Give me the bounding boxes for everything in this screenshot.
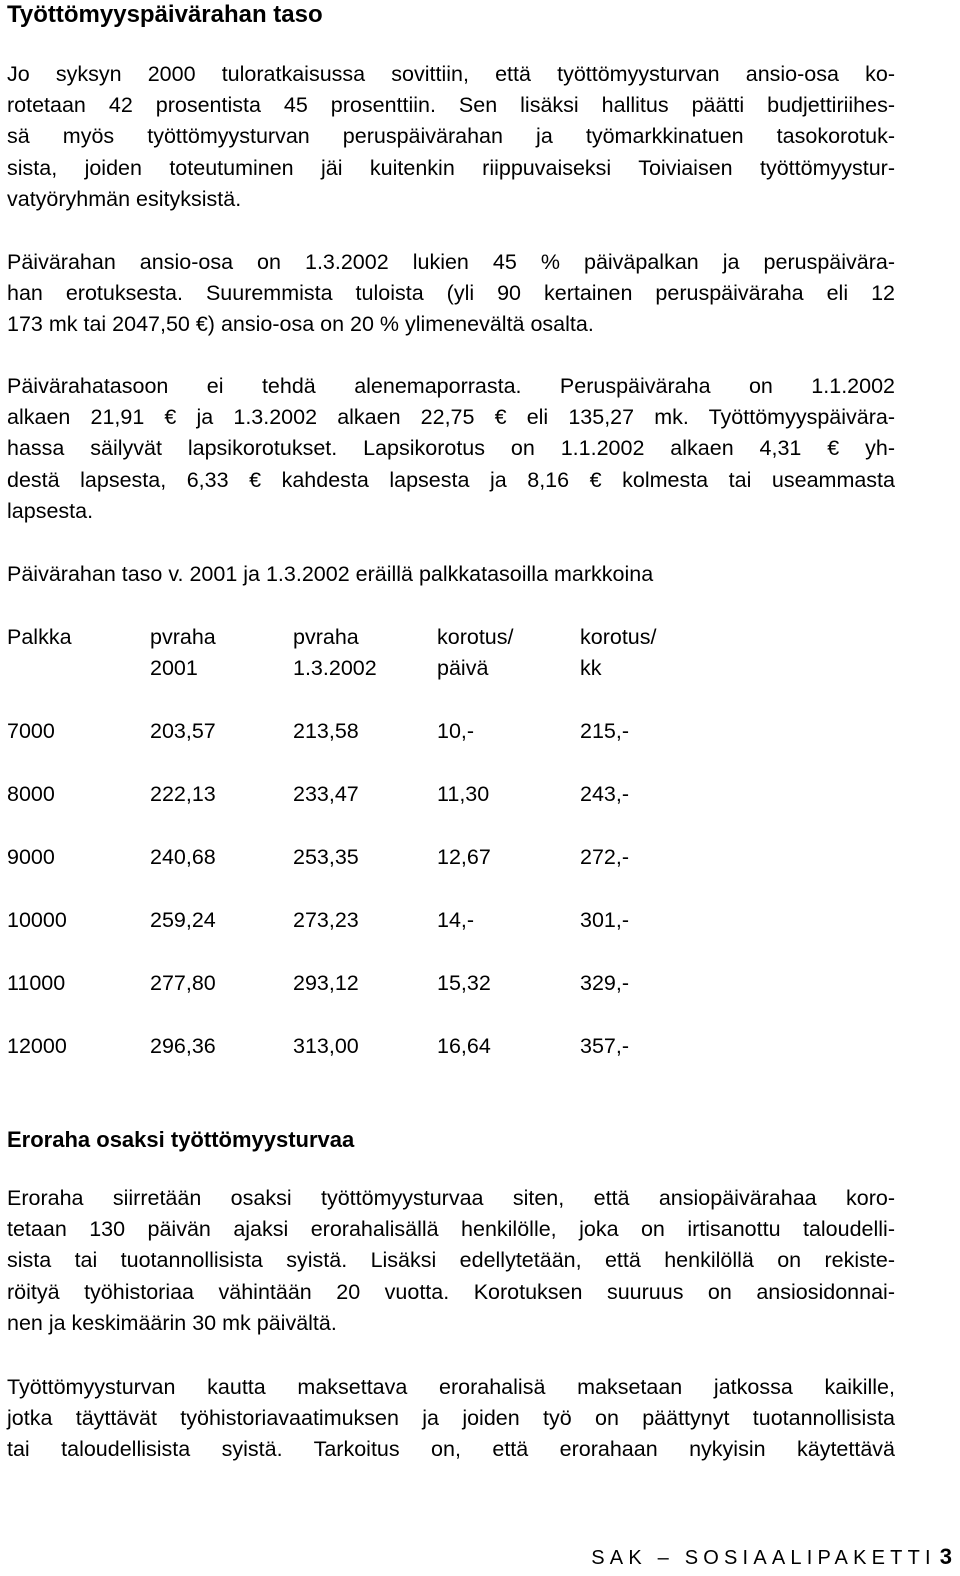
table-cell: 357,- xyxy=(580,1034,630,1058)
table-row xyxy=(7,842,807,873)
table-cell: 272,- xyxy=(580,845,630,869)
table-row xyxy=(7,716,807,747)
paragraph-severance-transfer xyxy=(7,1183,895,1339)
table-row xyxy=(7,905,807,936)
text-line: han erotuksesta. Suuremmista tuloista (yli 90 kertainen peruspäiväraha eli 12 xyxy=(7,281,895,306)
text-line: sä myös työttömyysturvan peruspäivärahan ja työmarkkinatuen tasokorotuk- xyxy=(7,124,895,149)
table-cell: 259,24 xyxy=(150,908,216,932)
text-line: hassa säilyvät lapsikorotukset. Lapsikorotus on 1.1.2002 alkaen 4,31 € yh- xyxy=(7,436,895,461)
table-cell: 233,47 xyxy=(293,782,359,806)
header-line: korotus/ xyxy=(437,625,514,649)
text-line: alkaen 21,91 € ja 1.3.2002 alkaen 22,75 € eli 135,27 mk. Työttömyyspäivära- xyxy=(7,405,895,430)
text-line: nen ja keskimäärin 30 mk päivältä. xyxy=(7,1310,337,1335)
table-cell: 293,12 xyxy=(293,971,359,995)
text-line: Päivärahatasoon ei tehdä alenemaporrasta. Peruspäiväraha on 1.1.2002 xyxy=(7,374,895,398)
footer-brand: SAK – SOSIAALIPAKETTI xyxy=(591,1547,936,1569)
header-line: Palkka xyxy=(7,625,72,649)
table-cell: 213,58 xyxy=(293,719,359,743)
header-cell xyxy=(7,622,72,653)
table-cell: 240,68 xyxy=(150,845,216,869)
table-cell: 14,- xyxy=(437,908,475,932)
table-row xyxy=(7,1031,807,1062)
header-line: päivä xyxy=(437,656,489,680)
table-cell: 203,57 xyxy=(150,719,216,743)
text-line: jotka täyttävät työhistoriavaatimuksen ja joiden työ on päättynyt tuotannollisista xyxy=(7,1406,895,1431)
text-line: lapsesta. xyxy=(7,498,94,523)
section-title-unemployment-allowance: Työttömyyspäivärahan taso xyxy=(7,1,323,28)
table-cell: 215,- xyxy=(580,719,630,743)
table-cell: 11,30 xyxy=(437,782,490,806)
table-cell: 10,- xyxy=(437,719,475,743)
paragraph-severance-supplement xyxy=(7,1372,895,1466)
header-cell xyxy=(437,622,513,684)
paragraph-tax-settlement xyxy=(7,59,895,215)
header-cell xyxy=(150,622,216,684)
table-cell: 301,- xyxy=(580,908,630,932)
text-line: tai taloudellisista syistä. Tarkoitus on, että erorahaan nykyisin käytettävä xyxy=(7,1437,895,1462)
header-line: pvraha xyxy=(293,625,359,649)
text-line: tetaan 130 päivän ajaksi erorahalisällä henkilölle, joka on irtisanottu taloudelli- xyxy=(7,1217,895,1242)
header-line: 2001 xyxy=(150,656,198,680)
table-cell: 243,- xyxy=(580,782,630,806)
text-line: sista, joiden toteutuminen jäi kuitenkin riippuvaiseksi Toiviaisen työttömyystur- xyxy=(7,155,895,180)
table-cell: 7000 xyxy=(7,719,55,743)
text-line: Työttömyysturvan kautta maksettava erorahalisä maksetaan jatkossa kaikille, xyxy=(7,1375,895,1399)
text-line: 173 mk tai 2047,50 €) ansio-osa on 20 % ylimenevältä osalta. xyxy=(7,312,594,337)
header-cell xyxy=(293,622,377,684)
page-footer xyxy=(591,1545,952,1569)
text-line: röityä työhistoriaa vähintään 20 vuotta. Korotuksen suuruus on ansiosidonnai- xyxy=(7,1279,895,1304)
page-number: 3 xyxy=(939,1544,952,1569)
table-cell: 296,36 xyxy=(150,1034,216,1058)
table-cell: 273,23 xyxy=(293,908,359,932)
text-line: Päivärahan ansio-osa on 1.3.2002 lukien 45 % päiväpalkan ja peruspäivära- xyxy=(7,250,895,274)
table-cell: 10000 xyxy=(7,908,67,932)
table-cell: 9000 xyxy=(7,845,55,869)
text-line: vatyöryhmän esityksistä. xyxy=(7,186,242,211)
text-line: destä lapsesta, 6,33 € kahdesta lapsesta ja 8,16 € kolmesta tai useammasta xyxy=(7,467,895,492)
table-cell: 15,32 xyxy=(437,971,491,995)
paragraph-earnings-part xyxy=(7,247,895,341)
table-cell: 12000 xyxy=(7,1034,67,1058)
table-cell: 12,67 xyxy=(437,845,491,869)
text-line: Päivärahan taso v. 2001 ja 1.3.2002 eräillä palkkatasoilla markkoina xyxy=(7,562,654,586)
text-line: Jo syksyn 2000 tuloratkaisussa sovittiin, että työttömyysturvan ansio-osa ko- xyxy=(7,62,895,86)
table-cell: 313,00 xyxy=(293,1034,359,1058)
paragraph-basic-allowance xyxy=(7,371,895,527)
table-cell: 16,64 xyxy=(437,1034,491,1058)
text-line: Eroraha siirretään osaksi työttömyysturvaa siten, että ansiopäivärahaa koro- xyxy=(7,1186,895,1210)
table-cell: 277,80 xyxy=(150,971,216,995)
header-line: pvraha xyxy=(150,625,216,649)
table-cell: 8000 xyxy=(7,782,55,806)
text-line: rotetaan 42 prosentista 45 prosenttiin. Sen lisäksi hallitus päätti budjettiriihes- xyxy=(7,93,895,118)
table-cell: 11000 xyxy=(7,971,66,995)
header-cell xyxy=(580,622,656,684)
header-line: kk xyxy=(580,656,602,680)
header-line: 1.3.2002 xyxy=(293,656,377,680)
text-line: sista tai tuotannollisista syistä. Lisäksi edellytetään, että henkilöllä on rekiste- xyxy=(7,1248,895,1273)
section-title-severance: Eroraha osaksi työttömyysturvaa xyxy=(7,1127,355,1152)
table-row xyxy=(7,968,807,999)
table-caption xyxy=(7,559,895,590)
table-cell: 253,35 xyxy=(293,845,359,869)
table-row xyxy=(7,779,807,810)
table-cell: 329,- xyxy=(580,971,630,995)
table-cell: 222,13 xyxy=(150,782,216,806)
header-line: korotus/ xyxy=(580,625,657,649)
